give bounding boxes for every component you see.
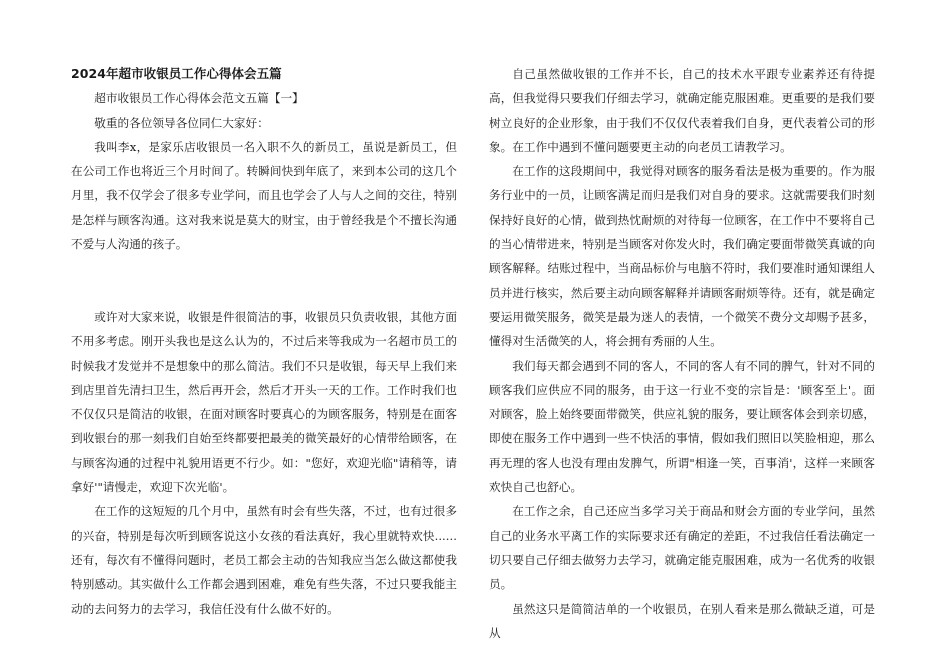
document-title: 2024年超市收银员工作心得体会五篇 bbox=[71, 66, 282, 81]
section-heading: 超市收银员工作心得体会范文五篇【一】 bbox=[94, 91, 304, 106]
paragraph: 我叫李x，是家乐店收银员一名入职不久的新员工，虽说是新员工，但在公司工作也将近三个月时间了。转瞬间快到年底了，来到本公司的这几个月里，我不仅学会了很多专业学问，而且也学会了人与人之间的交往，特别是怎样与顾客沟通。这对我来说是莫大的财宝，由于曾经我是个不擅长沟通不爱与人沟通的孩子。 bbox=[71, 139, 457, 252]
paragraph: 在工作之余，自己还应当多学习关于商品和财会方面的专业学问，虽然自己的业务水平离工作的实际要求还有确定的差距，不过我信任看法确定一切只要自己仔细去做努力去学习，就确定能克服困难，成为一名优秀的收银员。 bbox=[489, 504, 875, 592]
paragraph: 虽然这只是简简洁单的一个收银员，在别人看来是那么微缺乏道，可是从 bbox=[489, 601, 875, 640]
paragraph: 在工作的这段期间中，我觉得对顾客的服务看法是极为重要的。作为服务行业中的一员，让顾客满足而归是我们对自身的要求。这就需要我们时刻保持好良好的心情，做到热忱耐烦的对待每一位顾客，在工作中不要将自己的当心情带进来，特别是当顾客对你发火时，我们确定要面带微笑真诚的向顾客解释。结账过程中，当商品标价与电脑不符时，我们要准时通知课组人员并进行核实，然后要主动向顾客解释并请顾客耐烦等待。还有，就是确定要运用微笑服务，微笑是最为迷人的表情，一个微笑不费分文却赐予甚多，懂得对生活微笑的人，将会拥有秀丽的人生。 bbox=[489, 164, 875, 349]
paragraph: 我们每天都会遇到不同的客人，不同的客人有不同的脾气，针对不同的顾客我们应供应不同的服务，由于这一行业不变的宗旨是：'顾客至上'。面对顾客，脸上始终要面带微笑，供应礼貌的服务，要让顾客体会到亲切感，即使在服务工作中遇到一些不快活的事情，假如我们照旧以笑脸相迎，那么再无理的客人也没有理由发脾气，所谓"相逢一笑，百事消'，这样一来顾客欢快自己也舒心。 bbox=[489, 358, 875, 495]
salutation: 敬重的各位领导各位同仁大家好： bbox=[94, 115, 269, 130]
paragraph: 在工作的这短短的几个月中，虽然有时会有些失落，不过，也有过很多的兴奋，特别是每次听到顾客说这小女孩的看法真好，我心里就特欢快......还有，每次有不懂得问题时，老员工都会主动的告知我应当怎么做这都使我特别感动。其实做什么工作都会遇到困难，难免有些失落，不过只要我能主动的去问努力的去学习，我信任没有什么做不好的。 bbox=[71, 504, 457, 616]
paragraph: 或许对大家来说，收银是件很简洁的事，收银员只负责收银，其他方面不用多考虑。刚开头我也是这么认为的，不过后来等我成为一名超市员工的时候我才发觉并不是想象中的那么简洁。我们不只是收银，每天早上我们来到店里首先清扫卫生，然后再开会，然后才开头一天的工作。工作时我们也不仅仅只是简洁的收银，在面对顾客时要真心的为顾客服务，特别是在面客到收银台的那一刻我们自始至终都要把最美的微笑最好的心情带给顾客，在与顾客沟通的过程中礼貌用语更不行少。如："您好，欢迎光临"请稍等，请拿好'"请慢走，欢迎下次光临'。 bbox=[71, 309, 457, 495]
paragraph-gap bbox=[71, 281, 457, 305]
left-column bbox=[71, 62, 457, 621]
paragraph: 自己虽然做收银的工作并不长，自己的技术水平跟专业素养还有待提高，但我觉得只要我们仔细去学习，就确定能克服困难。更重要的是我们要树立良好的企业形象，由于我们不仅仅代表着我们自身，更代表着公司的形象。在工作中遇到不懂问题要更主动的向老员工请教学习。 bbox=[489, 67, 875, 154]
right-column bbox=[489, 62, 875, 645]
paragraph-gap bbox=[71, 256, 457, 280]
